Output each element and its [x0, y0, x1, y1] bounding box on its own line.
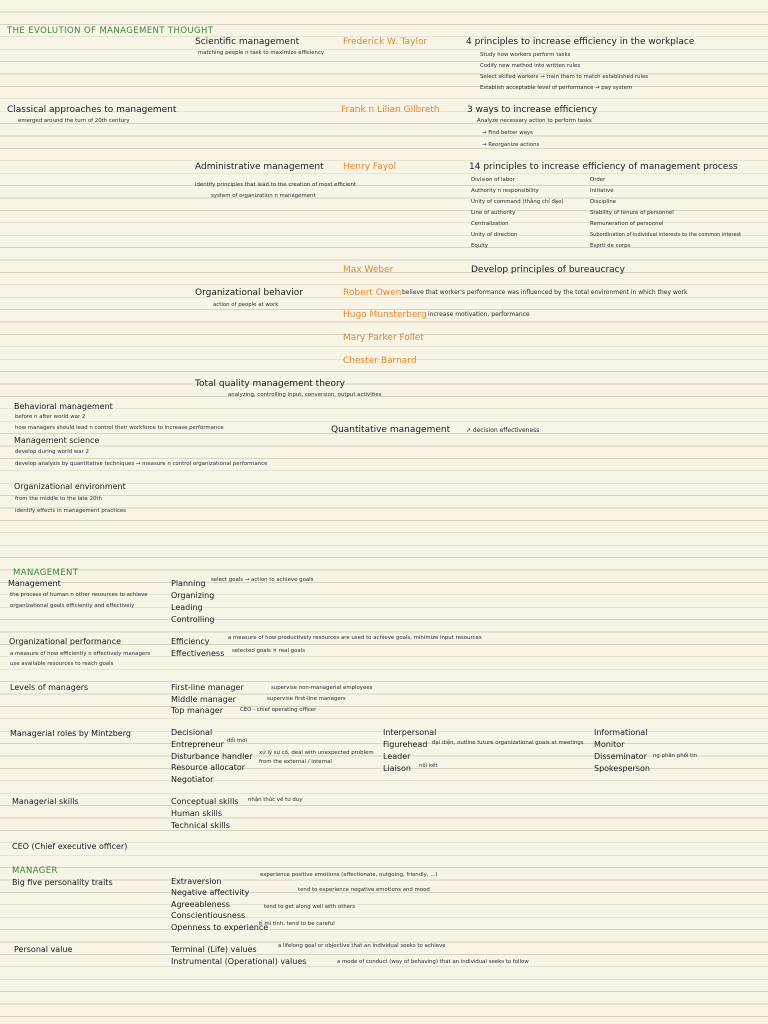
effectiveness-label: Effectiveness — [171, 649, 225, 658]
role-figurehead: Figurehead — [383, 740, 428, 749]
manager-heading: MANAGER — [12, 866, 58, 876]
planning-note: select goals → action to achieve goals — [211, 577, 314, 583]
ceo-label: CEO (Chief executive officer) — [12, 842, 128, 851]
scientific-management-title: Scientific management — [195, 37, 300, 47]
quantitative-management-title: Quantitative management — [331, 425, 451, 435]
fayol-left-3: Unity of command (thằng chỉ đạo) — [471, 199, 564, 205]
gilbreth-way-2: → Find better ways — [482, 130, 533, 136]
organizational-behavior-title: Organizational behavior — [195, 288, 303, 298]
liaison-note: nối kết — [419, 763, 438, 769]
tqm-title: Total quality management theory — [195, 379, 345, 389]
fayol-left-2: Authority n responsibility — [471, 188, 539, 194]
role-liaison: Liaison — [383, 764, 411, 773]
conceptual-note: nhận thức về tư duy — [248, 797, 303, 803]
owen-note: believe that worker's performance was influenced by the total environment in which they work — [402, 289, 688, 296]
role-informational: Informational — [594, 728, 648, 737]
role-resource-allocator: Resource allocator — [171, 763, 246, 772]
trait-conscientiousness-note: tỉ mỉ tính, tend to be careful — [259, 921, 335, 927]
disseminator-note: ng phân phối tin — [653, 753, 698, 759]
fayol-left-6: Unity of direction — [471, 232, 518, 238]
gilbreth-way-3: → Reorganize actions — [482, 142, 540, 148]
gilbreth-way-1: Analyze necessary action to perform tasks — [477, 118, 592, 124]
organizational-performance-line-1: a measure of how efficiently n effectively managers — [10, 651, 151, 657]
skill-human: Human skills — [171, 809, 223, 818]
trait-openness: Openness to experience — [171, 923, 269, 932]
munsterberg-note: increase motivation, performance — [428, 311, 530, 318]
trait-extraversion: Extraversion — [171, 877, 222, 886]
munsterberg-name: Hugo Munsterberg — [343, 310, 427, 320]
role-spokesperson: Spokesperson — [594, 764, 650, 773]
management-definition-line-2: organizational goals efficiently and effectively — [10, 603, 135, 609]
organizational-environment-line-2: identify effects in management practices — [15, 508, 126, 514]
administrative-desc-1: identify principles that lead to the creation of most efficient — [195, 182, 356, 188]
classical-approaches-title: Classical approaches to management — [7, 105, 177, 115]
fayol-left-4: Line of authority — [471, 210, 516, 216]
follet-name: Mary Parker Follet — [343, 333, 424, 343]
role-leader: Leader — [383, 752, 411, 761]
taylor-principles-title: 4 principles to increase efficiency in the workplace — [466, 37, 695, 47]
function-planning: Planning — [171, 579, 206, 588]
fayol-right-1: Order — [590, 177, 606, 183]
role-decisional: Decisional — [171, 728, 213, 737]
level-top-manager: Top manager — [171, 706, 223, 715]
taylor-principle-3: Select skilled workers → train them to match established rules — [480, 74, 649, 80]
entrepreneur-note: đổi mới — [227, 738, 247, 744]
behavioral-management-title: Behavioral management — [14, 402, 113, 411]
role-disturbance-handler: Disturbance handler — [171, 752, 253, 761]
fayol-left-5: Centralization — [471, 221, 509, 227]
weber-name: Max Weber — [343, 265, 394, 275]
effectiveness-note: selected goals ✕ real goals — [232, 648, 305, 654]
level-first-line-note: supervise non-managerial employees — [271, 685, 373, 691]
skill-technical: Technical skills — [171, 821, 230, 830]
trait-negative-affectivity-note: tend to experience negative emotions and mood — [298, 887, 430, 893]
administrative-desc-2: system of organization n management — [211, 193, 316, 199]
managerial-roles-title: Managerial roles by Mintzberg — [10, 729, 131, 738]
classical-approaches-desc: emerged around the turn of 20th century — [18, 118, 130, 124]
level-middle-note: supervise first-line managers — [267, 696, 346, 702]
evolution-heading: THE EVOLUTION OF MANAGEMENT THOUGHT — [7, 26, 214, 36]
value-terminal: Terminal (Life) values — [171, 945, 257, 954]
tqm-desc: analyzing, controlling input, conversion, output activities — [228, 392, 382, 398]
role-disseminator: Disseminator — [594, 752, 647, 761]
fayol-right-2: Initiative — [590, 188, 614, 194]
function-organizing: Organizing — [171, 591, 215, 600]
behavioral-line-1: before n after world war 2 — [15, 414, 86, 420]
big-five-title: Big five personality traits — [12, 878, 113, 887]
trait-agreeableness-note: tend to get along well with others — [264, 904, 356, 910]
management-science-title: Management science — [14, 436, 100, 445]
managerial-skills-title: Managerial skills — [12, 797, 79, 806]
fayol-right-5: Remuneration of personnel — [590, 221, 664, 227]
efficiency-note: a measure of how productively resources are used to achieve goals, minimize input resources — [228, 635, 482, 641]
organizational-environment-line-1: from the middle to the late 20th — [15, 496, 102, 502]
management-definition-title: Management — [8, 579, 61, 588]
fayol-left-1: Division of labor — [471, 177, 515, 183]
organizational-performance-title: Organizational performance — [9, 637, 122, 646]
fayol-name: Henry Fayol — [343, 162, 397, 172]
efficiency-label: Efficiency — [171, 637, 210, 646]
scientific-management-desc: matching people n task to maximize efficiency — [198, 50, 325, 56]
owen-name: Robert Owen — [343, 288, 402, 298]
role-monitor: Monitor — [594, 740, 625, 749]
trait-conscientiousness: Conscientiousness — [171, 911, 246, 920]
function-leading: Leading — [171, 603, 203, 612]
fayol-principles-title: 14 principles to increase efficiency of management process — [469, 162, 738, 172]
level-first-line-manager: First-line manager — [171, 683, 244, 692]
levels-of-managers-title: Levels of managers — [10, 683, 89, 692]
organizational-performance-line-2: use available resources to reach goals — [10, 661, 114, 667]
management-science-line-2: develop analysis by quantitative techniques → measure n control organizational performance — [15, 461, 268, 467]
organizational-behavior-desc: action of people at work — [213, 302, 279, 308]
function-controlling: Controlling — [171, 615, 215, 624]
skill-conceptual: Conceptual skills — [171, 797, 239, 806]
quantitative-management-note: ↗ decision effectiveness — [466, 427, 540, 434]
figurehead-note: đại diện, outline future organizational goals at meetings — [432, 740, 584, 746]
taylor-name: Frederick W. Taylor — [343, 37, 428, 47]
role-interpersonal: Interpersonal — [383, 728, 437, 737]
behavioral-line-2: how managers should lead n control their workforce to increase performance — [15, 425, 224, 431]
level-middle-manager: Middle manager — [171, 695, 236, 704]
management-science-line-1: develop during world war 2 — [15, 449, 89, 455]
organizational-environment-title: Organizational environment — [14, 482, 126, 491]
fayol-right-4: Stability of tenure of personnel — [590, 210, 674, 216]
weber-note: Develop principles of bureaucracy — [471, 265, 625, 275]
value-instrumental-note: a mode of conduct (way of behaving) that an individual seeks to follow — [337, 959, 529, 965]
level-top-note: CEO - chief operating officer — [240, 707, 317, 713]
taylor-principle-1: Study how workers perform tasks — [480, 52, 571, 58]
trait-extraversion-note: experience positive emotions (affectionate, outgoing, friendly, ...) — [260, 872, 438, 878]
personal-value-title: Personal value — [14, 945, 73, 954]
administrative-management-title: Administrative management — [195, 162, 324, 172]
trait-agreeableness: Agreeableness — [171, 900, 230, 909]
gilbreth-name: Frank n Lilian Gilbreth — [341, 105, 440, 115]
trait-negative-affectivity: Negative affectivity — [171, 888, 250, 897]
management-definition-line-1: the process of human n other resources to achieve — [10, 592, 148, 598]
barnard-name: Chester Barnard — [343, 356, 417, 366]
gilbreth-ways-title: 3 ways to increase efficiency — [467, 105, 598, 115]
value-instrumental: Instrumental (Operational) values — [171, 957, 307, 966]
fayol-right-7: Esprit de corps — [590, 243, 631, 249]
management-heading: MANAGEMENT — [13, 568, 79, 578]
disturbance-note-2: from the external / internal — [259, 759, 332, 765]
fayol-left-7: Equity — [471, 243, 489, 249]
fayol-right-6: Subordination of individual interests to the common interest — [590, 232, 742, 238]
role-negotiator: Negotiator — [171, 775, 214, 784]
taylor-principle-4: Establish acceptable level of performance → pay system — [480, 85, 633, 91]
fayol-right-3: Discipline — [590, 199, 617, 205]
disturbance-note-1: xử lý sự cố, deal with unexpected problem — [259, 750, 374, 756]
value-terminal-note: a lifelong goal or objective that an individual seeks to achieve — [278, 943, 446, 949]
taylor-principle-2: Codify new method into written rules — [480, 63, 581, 69]
role-entrepreneur: Entrepreneur — [171, 740, 224, 749]
